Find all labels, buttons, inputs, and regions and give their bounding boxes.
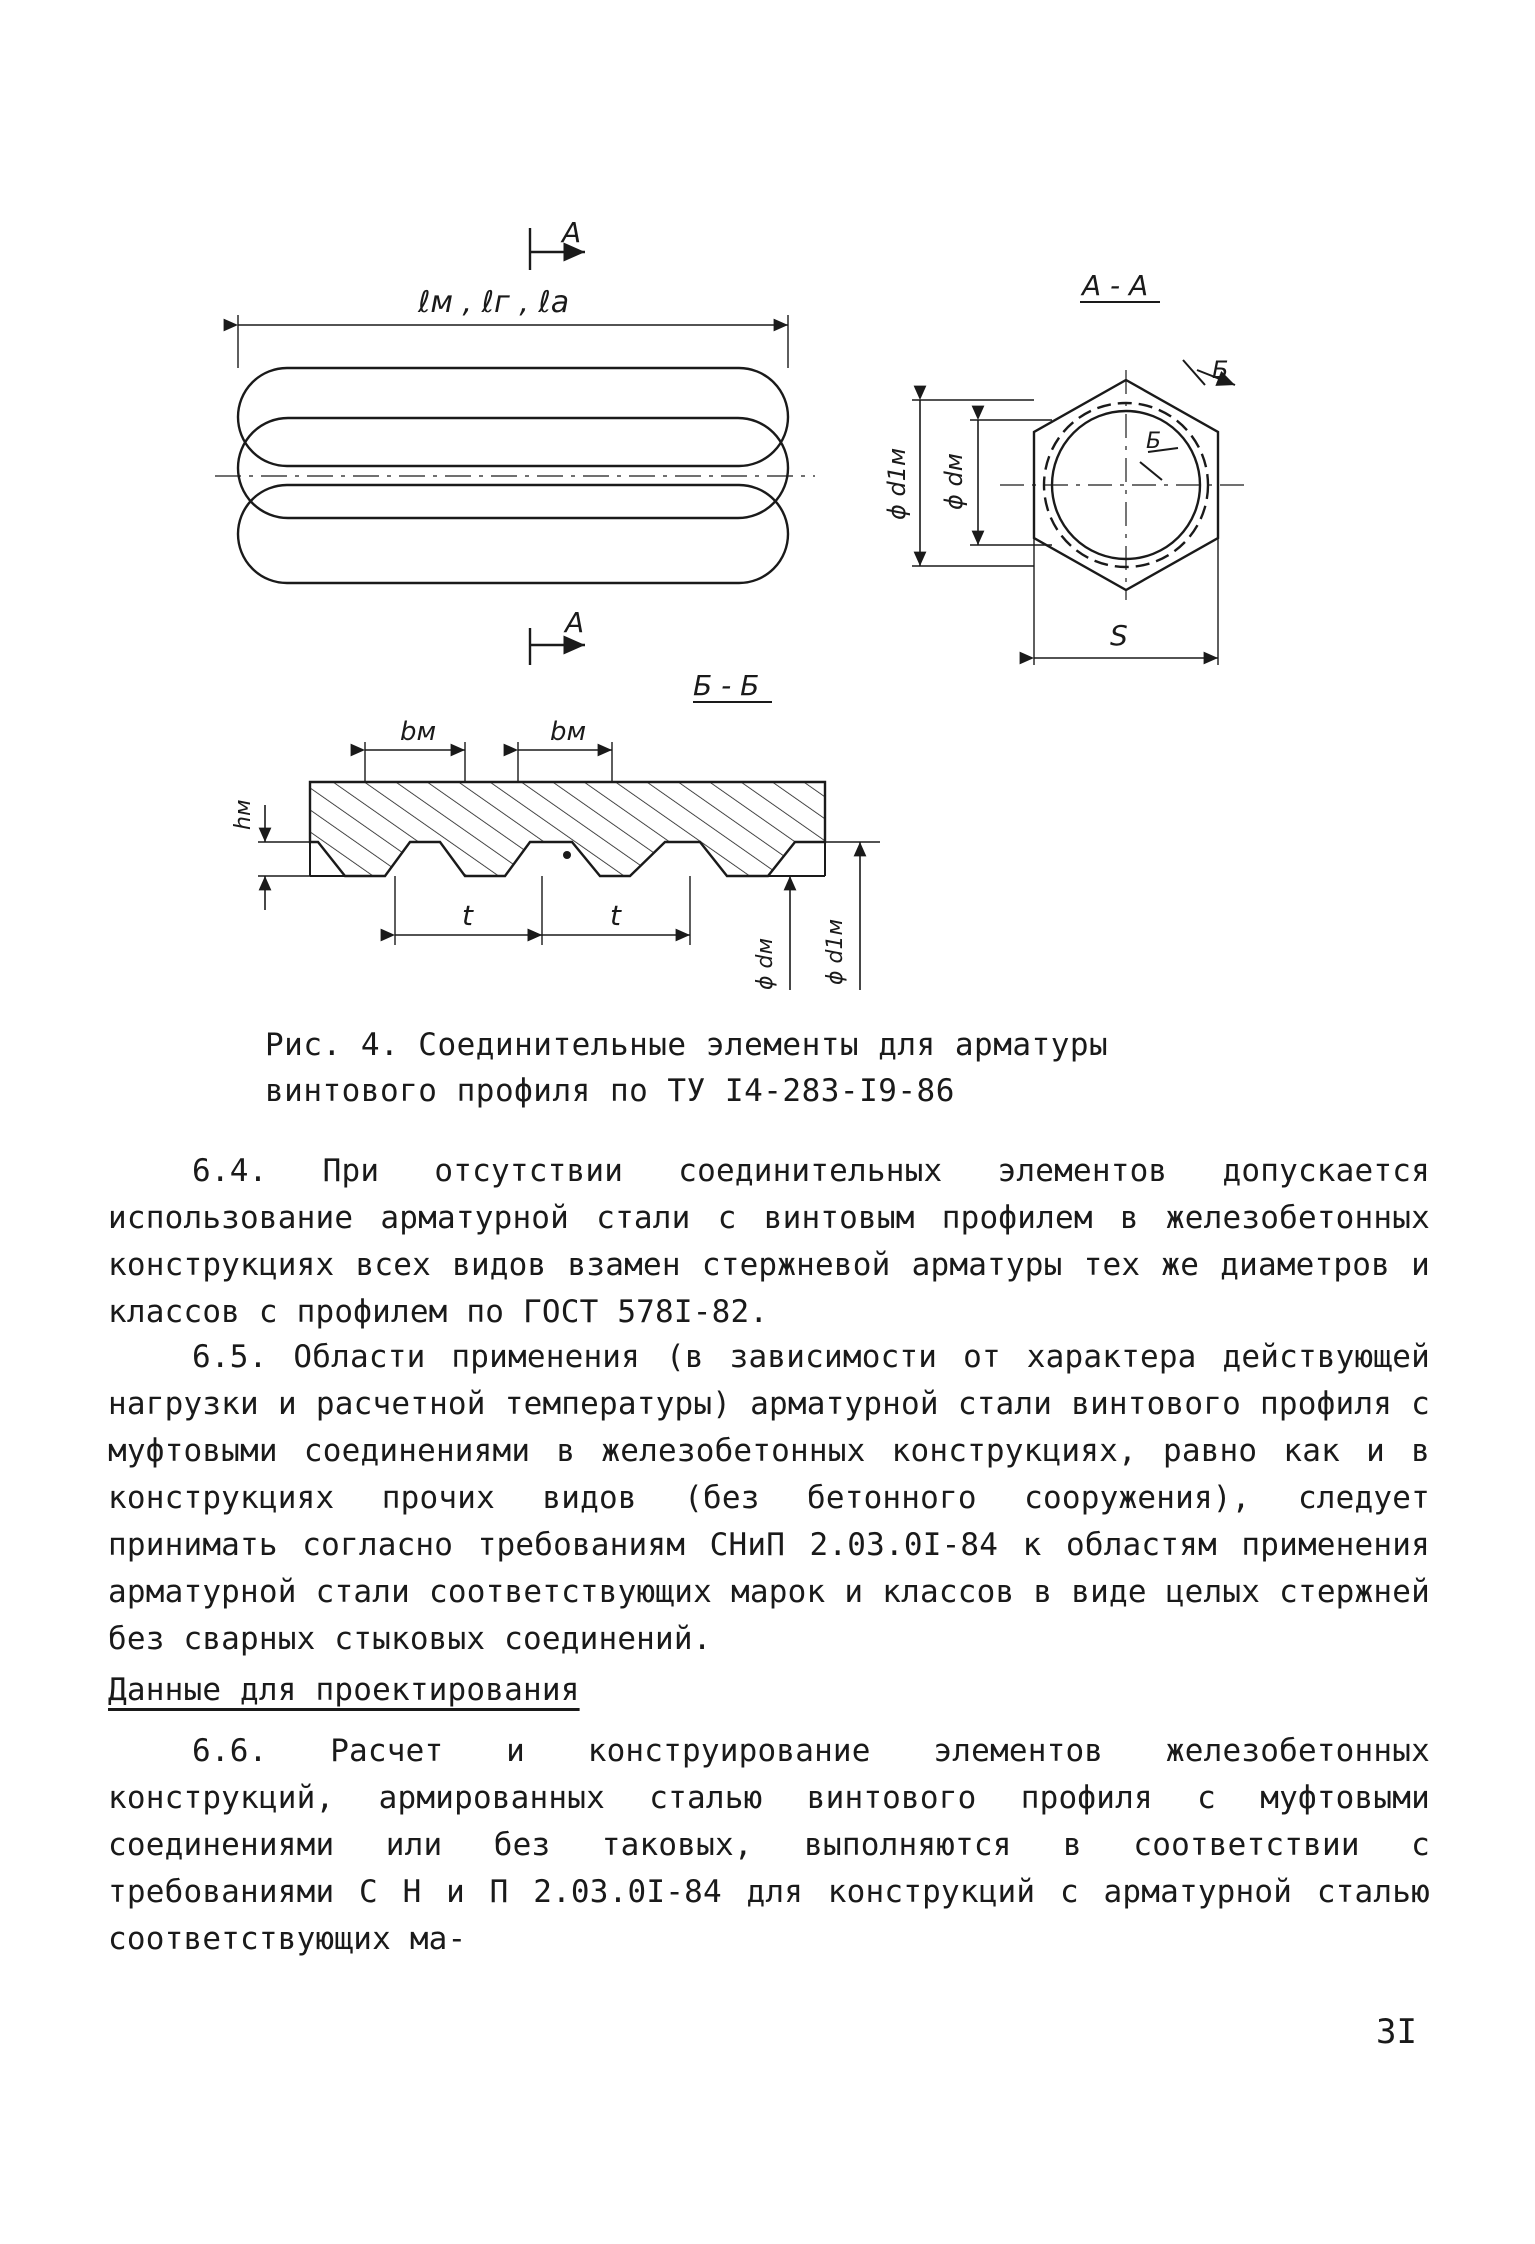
dia-inner-label: ϕ dм (940, 453, 968, 510)
section-heading: Данные для проектирования (108, 1672, 580, 1708)
section-b-inner-mark-label: Б (1146, 429, 1162, 454)
section-b-b-title: Б - Б (693, 669, 760, 702)
pitch-label-2: t (610, 899, 621, 932)
figure-caption (265, 1022, 1415, 1114)
technical-drawing (0, 0, 1535, 1020)
section-b-mark-label: Б (1212, 356, 1229, 384)
section-mark-top-label: А (562, 216, 582, 249)
caption-line-2: винтового профиля по ТУ I4-283-I9-86 (265, 1073, 955, 1109)
dia-outer-label: ϕ d1м (883, 447, 911, 520)
page-number: 3I (1376, 2012, 1417, 2052)
caption-line-1: Рис. 4. Соединительные элементы для арматуры (265, 1027, 1109, 1063)
paragraph-6-4: 6.4. При отсутствии соединительных элементов допускается использование арматурной стали с винтовым профилем в железобетонных конструкциях всех видов взамен стержневой арматуры тех же диаметров и классов с профилем по ГОСТ 578I-82. (108, 1153, 1430, 1330)
paragraph-6-6: 6.6. Расчет и конструирование элементов железобетонных конструкций, армированных сталью винтового профиля с муфтовыми соединениями или без таковых, выполняются в соответствии с требованиями С Н и П 2.03.0I-84 для конструкций с арматурной сталью соответствующих ма- (108, 1733, 1430, 1957)
length-label: ℓм , ℓг , ℓa (418, 285, 570, 320)
section-mark-bottom-label: А (565, 606, 585, 639)
rib-width-label-1: bм (400, 717, 437, 747)
paragraph-6-5: 6.5. Области применения (в зависимости от характера действующей нагрузки и расчетной температуры) арматурной стали винтового профиля с муфтовыми соединениями в железобетонных конструкциях, равно как и в конструкциях прочих видов (без бетонного сооружения), следует принимать согласно требованиям СНиП 2.03.0I-84 к областям применения арматурной стали соответствующих марок и классов в виде целых стержней без сварных стыковых соединений. (108, 1339, 1430, 1657)
across-flats-label: S (1110, 619, 1128, 652)
thread-dia-outer-label: ϕ d1м (823, 918, 848, 985)
section-a-a-title: А - А (1082, 269, 1149, 302)
rib-height-label: hм (231, 799, 256, 830)
thread-dia-inner-label: ϕ dм (753, 937, 778, 990)
rib-width-label-2: bм (550, 717, 587, 747)
pitch-label-1: t (462, 899, 473, 932)
figure-4-drawing (0, 0, 1535, 1020)
